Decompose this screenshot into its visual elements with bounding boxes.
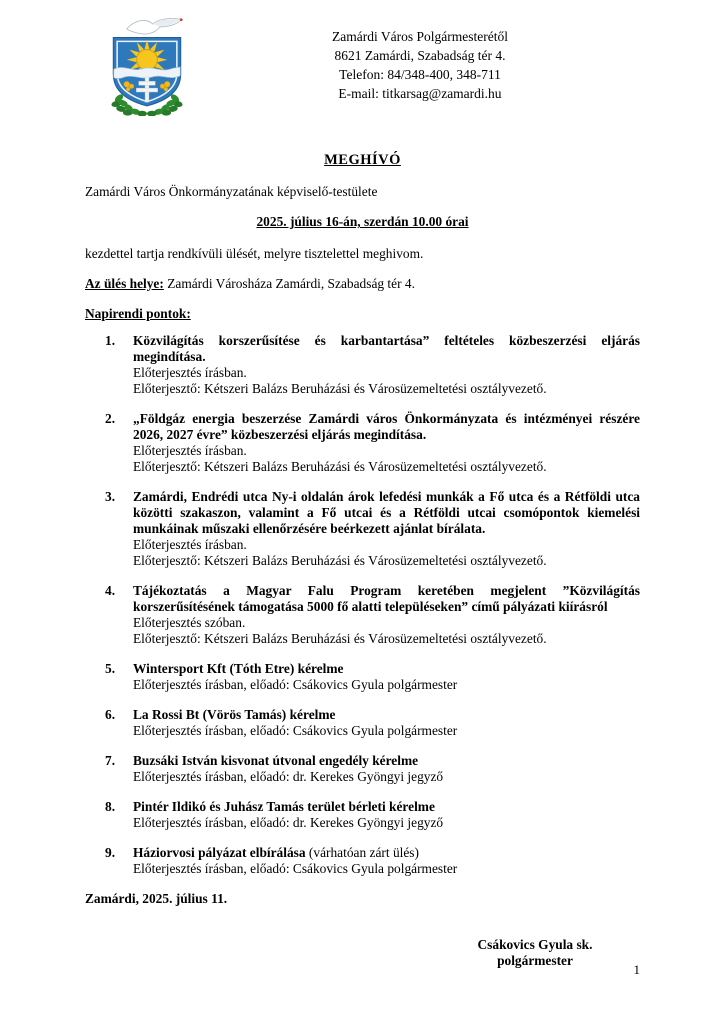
agenda-item-number: 5. [105,661,116,676]
crest-sun [137,50,157,70]
agenda-item-submission: Előterjesztés írásban, előadó: dr. Kerekes Gyöngyi jegyző [133,769,444,784]
agenda-item-9 [85,845,640,877]
sender-email: E-mail: titkarsag@zamardi.hu [338,86,502,101]
agenda-item-submission: Előterjesztés szóban. [133,615,246,630]
agenda-item-presenter: Előterjesztő: Kétszeri Balázs Beruházási és Városüzemeltetési osztályvezető. [133,631,547,646]
signature-name: Csákovics Gyula sk. [477,937,593,952]
agenda-item-title: Tájékoztatás a Magyar Falu Program keretében megjelent ”Közvilágítás korszerűsítésének támogatása 5000 fő alatti településeken” című pályázati kiírásról [133,583,640,614]
agenda-item-6 [85,707,640,739]
agenda-item-number: 6. [105,707,116,722]
signature-role: polgármester [497,953,573,968]
agenda-item-8 [85,799,640,831]
agenda-item-number: 8. [105,799,116,814]
intro-continuation: kezdettel tartja rendkívüli ülését, melyre tisztelettel meghivom. [85,246,424,261]
document-body [0,152,724,969]
agenda-item-title: „Földgáz energia beszerzése Zamárdi város Önkormányzata és intézményei részére 2026, 2027 évre” közbeszerzési eljárás megindítása. [133,411,640,442]
agenda-item-presenter: Előterjesztő: Kétszeri Balázs Beruházási és Városüzemeltetési osztályvezető. [133,553,547,568]
agenda-item-submission: Előterjesztés írásban. [133,365,247,380]
sender-contact-block [300,27,540,103]
sender-phone: Telefon: 84/348-400, 348-711 [339,67,501,82]
page-number: 1 [633,962,640,977]
agenda-item-submission: Előterjesztés írásban, előadó: dr. Kerekes Gyöngyi jegyző [133,815,444,830]
agenda-item-4 [85,583,640,647]
agenda-heading: Napirendi pontok: [85,306,191,321]
agenda-item-submission: Előterjesztés írásban, előadó: Csákovics Gyula polgármester [133,677,458,692]
crest-seagull-beak [180,18,183,21]
agenda-item-title: Közvilágítás korszerűsítése és karbantartása” feltételes közbeszerzési eljárás megindítása. [133,333,640,364]
agenda-item-number: 1. [105,333,116,348]
agenda-item-number: 3. [105,489,116,504]
document-header [0,0,724,125]
agenda-item-presenter: Előterjesztő: Kétszeri Balázs Beruházási és Városüzemeltetési osztályvezető. [133,381,547,396]
agenda-list [85,333,640,877]
sender-address: 8621 Zamárdi, Szabadság tér 4. [334,48,506,63]
agenda-item-submission: Előterjesztés írásban, előadó: Csákovics Gyula polgármester [133,861,458,876]
closing-date: Zamárdi, 2025. július 11. [85,891,228,906]
agenda-item-title: Buzsáki István kisvonat útvonal engedély kérelme [133,753,419,768]
venue-value: Zamárdi Városháza Zamárdi, Szabadság tér 4. [163,276,415,291]
agenda-item-presenter: Előterjesztő: Kétszeri Balázs Beruházási és Városüzemeltetési osztályvezető. [133,459,547,474]
agenda-item-title: La Rossi Bt (Vörös Tamás) kérelme [133,707,336,722]
agenda-item-title: Háziorvosi pályázat elbírálása (várhatóan zárt ülés) [133,845,419,860]
agenda-item-submission: Előterjesztés írásban. [133,537,247,552]
sender-title: Zamárdi Város Polgármesterétől [332,29,508,44]
signature-block [450,937,620,969]
agenda-item-number: 9. [105,845,116,860]
agenda-item-1 [85,333,640,397]
document-title: MEGHÍVÓ [324,152,401,168]
intro-line: Zamárdi Város Önkormányzatának képviselő-testülete [85,184,378,199]
agenda-item-2 [85,411,640,475]
agenda-item-title: Wintersport Kft (Tóth Etre) kérelme [133,661,344,676]
agenda-item-3 [85,489,640,569]
agenda-item-number: 2. [105,411,116,426]
agenda-item-7 [85,753,640,785]
agenda-item-submission: Előterjesztés írásban, előadó: Csákovics Gyula polgármester [133,723,458,738]
agenda-item-title-note: (várhatóan zárt ülés) [305,845,419,860]
agenda-item-title: Pintér Ildikó és Juhász Tamás terület bérleti kérelme [133,799,435,814]
agenda-item-submission: Előterjesztés írásban. [133,443,247,458]
agenda-item-number: 4. [105,583,116,598]
zamardi-coat-of-arms-icon [94,14,200,116]
agenda-item-title: Zamárdi, Endrédi utca Ny-i oldalán árok lefedési munkák a Fő utca és a Rétföldi utca közötti szakaszon, valamint a Fő utcai és a Rétföldi utcai csomópontok kiemelési munkáinak műszaki ellenőrzésére beérkezett ajánlat bírálata. [133,489,640,536]
agenda-heading-wrap [85,306,640,322]
meeting-datetime: 2025. július 16-án, szerdán 10.00 órai [256,214,469,229]
agenda-item-5 [85,661,640,693]
venue-line [85,276,640,292]
agenda-item-number: 7. [105,753,116,768]
venue-label: Az ülés helye: [85,276,164,291]
